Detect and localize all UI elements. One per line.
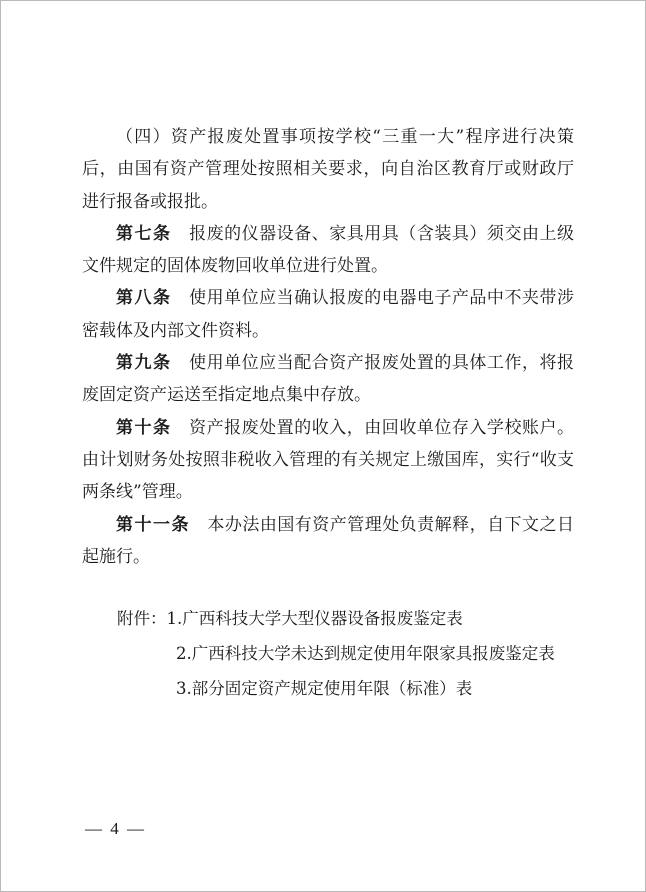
article-heading: 第八条 [116, 288, 172, 309]
article-text: 使用单位应当配合资产报废处置的具体工作，将报废固定资产运送至指定地点集中存放。 [82, 353, 575, 406]
article-heading: 第十一条 [116, 514, 190, 535]
article-text: 使用单位应当确认报废的电器电子产品中不夹带涉密载体及内部文件资料。 [82, 288, 575, 341]
attachments-label: 附件： [117, 609, 167, 628]
article-8 [82, 282, 574, 347]
attachment-item: 3.部分固定资产规定使用年限（标准）表 [176, 679, 473, 698]
article-9 [82, 347, 574, 412]
attachments-list [117, 601, 587, 706]
article-11 [82, 509, 574, 574]
attachment-row-3 [117, 671, 587, 706]
article-heading: 第九条 [116, 353, 172, 374]
attachment-item: 1.广西科技大学大型仪器设备报废鉴定表 [166, 609, 463, 628]
article-heading: 第七条 [116, 223, 172, 244]
article-heading: 第十条 [116, 417, 172, 438]
attachment-row-1 [117, 601, 587, 636]
document-body [82, 121, 574, 573]
paragraph-text: （四）资产报废处置事项按学校“三重一大”程序进行决策后，由国有资产管理处按照相关要求，向自治区教育厅或财政厅进行报备或报批。 [82, 127, 574, 212]
article-7 [82, 218, 574, 283]
article-text: 报废的仪器设备、家具用具（含装具）须交由上级文件规定的固体废物回收单位进行处置。 [82, 223, 575, 277]
article-10 [82, 412, 574, 509]
article-text: 本办法由国有资产管理处负责解释，自下文之日起施行。 [82, 514, 575, 567]
attachment-item: 2.广西科技大学未达到规定使用年限家具报废鉴定表 [176, 644, 555, 663]
attachment-row-2 [117, 636, 587, 671]
page-number: — 4 — [85, 819, 146, 838]
article-text: 资产报废处置的收入，由回收单位存入学校账户。由计划财务处按照非税收入管理的有关规定上缴国库，实行“收支两条线”管理。 [82, 417, 575, 503]
paragraph-item-4 [82, 121, 574, 218]
